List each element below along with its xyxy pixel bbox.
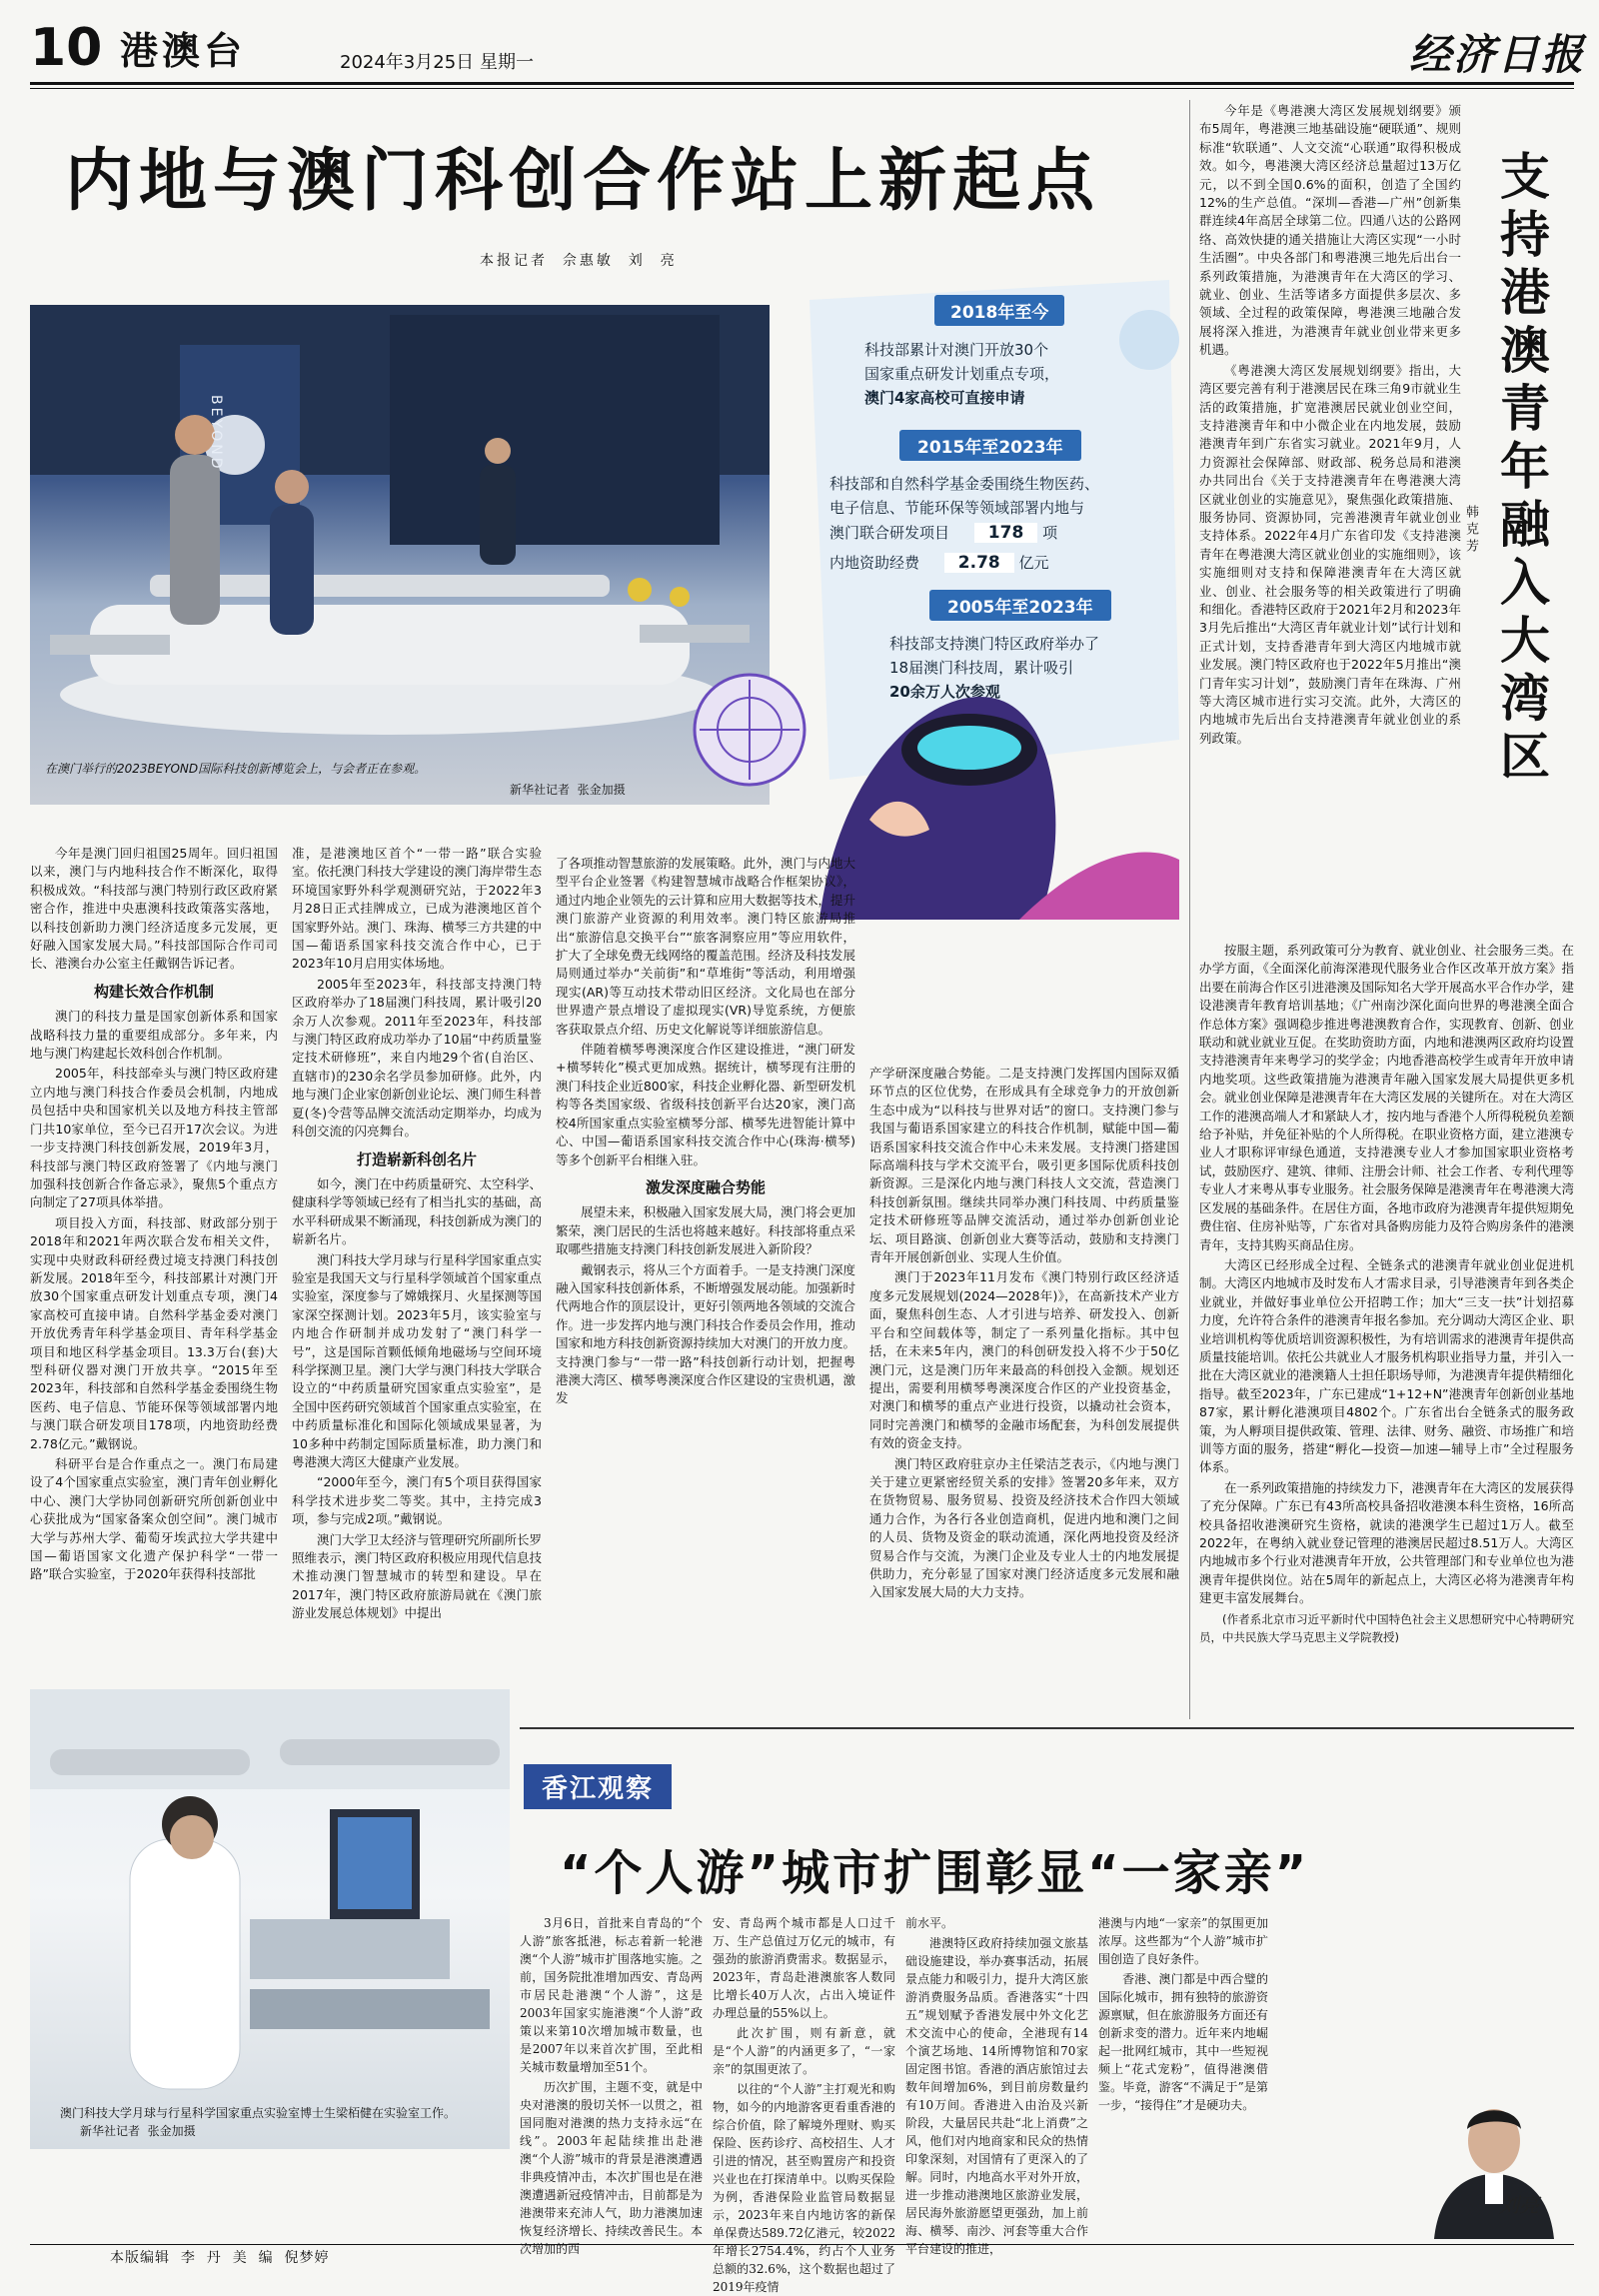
paragraph: 在一系列政策措施的持续发力下，港澳青年在大湾区的发展获得了充分保障。广东已有43所高校具备招收港澳本科生资格，16所高校具备招收港澳研究生资格，就读的港澳学生已超过1万人。截至2022年，在粤纳入就业登记管理的港澳居民超过8.51万人。大湾区内地城市多个行业对港澳青年开放，公共管理部门和专业单位也为港澳青年提供岗位。站在5周年的新起点上，大湾区必将为港澳青年构建更丰富发展舞台。 <box>1199 1479 1575 1606</box>
main-headline: 内地与澳门科创合作站上新起点 <box>65 142 1101 221</box>
infographic-text-1-line: 科技部累计对澳门开放30个 <box>864 341 1049 359</box>
infographic-text-3-line: 科技部支持澳门特区政府举办了 <box>889 635 1100 653</box>
paragraph: 3月6日，首批来自青岛的“个人游”旅客抵港，标志着新一轮港澳“个人游”城市扩围落地实施。之前，国务院批准增加西安、青岛两市居民赴港澳“个人游”，这是2003年国家实施港澳“个人游”政策以来第10次增加城市数量，也是2007年以来首次扩围，至此相关城市数量增加至51个。 <box>520 1916 703 2074</box>
paragraph: 前水平。 <box>905 1916 954 1930</box>
photo2-credit: 新华社记者 张金加摄 <box>80 2124 196 2138</box>
paragraph: 港澳特区政府持续加强文旅基础设施建设，举办赛事活动，拓展景点能力和吸引力，提升大湾区旅游消费服务品质。香港落实“十四五”规划赋予香港发展中外文化艺术交流中心的使命，全港现有14个演艺场地、14所博物馆和70家固定图书馆。香港的酒店旅馆过去数年间增加6%，到目前房数量约有10万间。香港进入由治及兴新阶段，大量居民共赴“北上消费”之风，他们对内地商家和民众的热情印象深刻，对国情有了更深入的了解。同时，内地高水平对外开放，进一步推动港澳地区旅游业发展，居民海外旅游愿望更强劲，加上前海、横琴、南沙、河套等重大合作平台建设的推进， <box>905 1936 1088 2256</box>
stat-2-unit: 亿元 <box>1018 554 1049 572</box>
expo-brand-sign: BEYOND <box>208 395 224 472</box>
photo2-caption <box>60 2104 480 2140</box>
section-title: 港澳台 <box>120 29 247 73</box>
paragraph: 澳门大学卫太经济与管理研究所副所长罗照维表示，澳门特区政府积极应用现代信息技术推动澳门智慧城市的转型和建设。早在2017年，澳门特区政府旅游局就在《澳门旅游业发展总体规划》中提出 <box>292 1531 543 1621</box>
paragraph: 如今，澳门在中药质量研究、太空科学、健康科学等领域已经有了相当扎实的基础，高水平科研成果不断涌现，科技创新成为澳门的崭新名片。 <box>292 1175 543 1247</box>
paragraph: 戴钢表示，将从三个方面着手。一是支持澳门深度融入国家科技创新体系，不断增强发展动能。加强新时代两地合作的顶层设计，更好引领两地各领域的交流合作。进一步发挥内地与澳门科技合作委员会作用，推动国家和地方科技创新资源持续加大对澳门的开放力度。支持澳门参与“一带一路”科技创新行动计划，把握粤港澳大湾区、横琴粤澳深度合作区建设的宝贵机遇，激发 <box>556 1261 856 1406</box>
lab-photo <box>30 1689 510 2149</box>
paragraph: 了各项推动智慧旅游的发展策略。此外，澳门与内地大型平台企业签署《构建智慧城市战略合作框架协议》，通过内地企业领先的云计算和应用大数据等技术，提升澳门旅游产业资源的利用效率。澳门特区旅游局推出“旅游信息交换平台”“旅客洞察应用”等应用软件，扩大了全球免费无线网络的覆盖范围。经济及科技发展局则通过举办“关前街”和“草堆街”等活动，利用增强现实(AR)等互动技术带动旧区经济。文化局也在部分世界遗产景点增设了虚拟现实(VR)导览系统，方便旅客获取景点介绍、历史文化解说等详细旅游信息。 <box>556 856 856 1037</box>
column-headline: “个人游”城市扩围彰显“一家亲” <box>560 1845 1310 1901</box>
article-column-2 <box>292 845 542 1669</box>
paragraph: 按服主题，系列政策可分为教育、就业创业、社会服务三类。在办学方面，《全面深化前海深港现代服务业合作区改革开放方案》指出要在前海合作区引进港澳及国际知名大学开展高水平合作办学，建设港澳青年教育培训基地；《广州南沙深化面向世界的粤港澳全面合作总体方案》强调稳步推进粤港澳教育合作，实现教育、创新、创业联动和就业就业互促。在奖助资助方面，内地和港澳两区政府均设置支持港澳青年来粤学习的奖学金；内地香港高校学生或青年开放申请内地奖项。这些政策措施为港澳青年融入国家发展大局提供更多机会。就业创业保障是港澳青年在大湾区发展的关键所在。对在大湾区工作的港澳高端人才和紧缺人才，按内地与香港个人所得税税负差额给予补贴，并免征补贴的个人所得税。在职业资格方面，建立港澳专业人才职称评审绿色通道，支持港澳专业人才参加国家职业资格考试，鼓励医疗、建筑、律师、注册会计师、社会工作者、专利代理等专业人才来粤从事专业服务。社会服务保障是港澳青年在粤港澳大湾区发展的基础条件。在居住方面，各地市政府为港澳青年提供短期免费住宿、住房补贴等，广东省对具备购房能力及符合购房条件的港澳青年，支持其购买商品住房。 <box>1199 943 1575 1252</box>
infographic-text-1-line: 澳门4家高校可直接申请 <box>864 389 1025 407</box>
column-label <box>524 1764 672 1809</box>
column-col-4 <box>1098 1914 1268 2239</box>
issue-weekday: 星期一 <box>480 52 534 73</box>
columnist-portrait-drawing <box>1419 2079 1569 2239</box>
side-article-author: 韩克芳 <box>1463 505 1478 556</box>
column-label-text: 香江观察 <box>542 1774 655 1804</box>
subheading-name-card: 打造崭新科创名片 <box>356 1149 477 1168</box>
infographic-year-1: 2018年至今 <box>934 295 1064 326</box>
stat-1-label: 澳门联合研发项目 <box>829 524 950 542</box>
paragraph: 澳门科技大学月球与行星科学国家重点实验室是我国天文与行星科学领域首个国家重点实验室，深度参与了嫦娥探月、火星探测等国家深空探测计划。2023年5月，该实验室与内地合作研制并成功发射了“澳门科学一号”，这是国际首颗低倾角地磁场与空间环境科学探测卫星。澳门大学与澳门科技大学联合设立的“中药质量研究国家重点实验室”，是全国中医药研究领域首个国家重点实验室，在中药质量标准化和国际化领域成果显著，为10多种中药制定国际质量标准，助力澳门和粤港澳大湾区大健康产业发展。 <box>292 1251 543 1469</box>
paragraph: 伴随着横琴粤澳深度合作区建设推进，“澳门研发+横琴转化”模式更加成熟。据统计，横琴现有注册的澳门科技企业近800家，科技企业孵化器、新型研发机构等各类国家级、省级科技创新平台达20家，澳门高校4所国家重点实验室横琴分部、横琴先进智能计算中心、中国—葡语系国家科技交流合作中心(珠海·横琴)等多个创新平台相继入驻。 <box>556 1042 855 1167</box>
article-column-3 <box>556 845 855 1664</box>
subheading-mechanism: 构建长效合作机制 <box>93 982 214 1001</box>
infographic-year-3: 2005年至2023年 <box>929 590 1111 621</box>
photo2-caption-text: 澳门科技大学月球与行星科学国家重点实验室博士生梁栢健在实验室工作。 <box>60 2106 457 2120</box>
columnist-portrait <box>1419 2079 1569 2239</box>
infographic-text-3-line: 20余万人次参观 <box>889 683 1000 701</box>
infographic-text-1-line: 国家重点研发计划重点专项， <box>864 365 1060 383</box>
column-col-1 <box>520 1914 703 2256</box>
paragraph: 产学研深度融合势能。二是支持澳门发挥国内国际双循环节点的区位优势，在形成具有全球竞争力的开放创新生态中成为“以科技与世界对话”的窗口。支持澳门参与我国与葡语系国家建立的科技合作机制，赋能中国—葡语系国家科技交流合作中心未来发展。支持澳门搭建国际高端科技与学术交流平台，吸引更多国际优质科技创新资源。三是深化内地与澳门科技人文交流，营造澳门科技创新氛围。继续共同举办澳门科技周、中药质量鉴定技术研修班等品牌交流活动，通过举办创新创业论坛、项目路演、创新创业大赛等活动，鼓励和支持澳门青年开展创新创业、实现人生价值。 <box>869 1066 1179 1265</box>
article-column-4 <box>869 1065 1179 1664</box>
lab-photo-drawing <box>30 1689 510 2149</box>
paragraph: 澳门特区政府驻京办主任梁洁芝表示，《内地与澳门关于建立更紧密经贸关系的安排》签署20多年来，双方在货物贸易、服务贸易、投资及经济技术合作四大领域通力合作，为各行各业创造商机，促进内地和澳门之间的人员、货物及资金的联动流通，深化两地投资及经济贸易合作与交流，为澳门企业及专业人士的内地发展提供助力，充分彰显了国家对澳门经济适度多元发展和融入国家发展大局的大力支持。 <box>869 1455 1179 1600</box>
side-article-bottom <box>1199 942 1574 1716</box>
column-box-top-rule <box>520 1727 1574 1729</box>
column-col-2 <box>713 1914 895 2294</box>
subheading-integration: 激发深度融合势能 <box>645 1177 766 1196</box>
infographic-stat-1 <box>829 522 1129 543</box>
side-article-top <box>1199 102 1461 937</box>
masthead-rule-thin <box>30 88 1574 89</box>
columnist-signature: 刘亮 <box>1499 2193 1539 2217</box>
stat-2-value: 2.78 <box>944 553 1014 573</box>
paper-logo: 经济日报 <box>1409 30 1586 79</box>
paragraph: 2005年至2023年，科技部支持澳门特区政府举办了18届澳门科技周，累计吸引20余万人次参观。2011年至2023年，科技部与澳门特区政府成功举办了10届“中药质量鉴定技术研修班”，来自内地29个省(自治区、直辖市)的230余名学员参加研修。此外，内地与澳门企业家创新创业论坛、澳门师生科普夏(冬)令营等品牌交流活动定期举办，均成为科创交流的闪亮舞台。 <box>292 976 543 1140</box>
infographic-stat-2 <box>829 552 1129 573</box>
infographic-text-1 <box>864 338 1164 410</box>
stat-1-unit: 项 <box>1042 524 1058 542</box>
paragraph: 港澳与内地“一家亲”的氛围更加浓厚。这些都为“个人游”城市扩围创造了良好条件。 <box>1098 1916 1268 1966</box>
stat-2-label: 内地资助经费 <box>829 554 920 572</box>
paragraph: 科研平台是合作重点之一。澳门布局建设了4个国家重点实验室，澳门青年创业孵化中心、澳门大学协同创新研究所创新创业中心获批成为“国家备案众创空间”。澳门城市大学与苏州大学、葡萄牙埃武拉大学共建中国—葡语国家文化遗产保护科学“一带一路”联合实验室，于2020年获得科技部批 <box>30 1456 278 1582</box>
paragraph: 此次扩围，则有新意，就是“个人游”的内涵更多了，“一家亲”的氛围更浓了。 <box>713 2026 895 2076</box>
paragraph: 以往的“个人游”主打观光和购物，如今的内地游客更看重香港的综合价值，除了解境外理财、购买保险、医药诊疗、高校招生、人才引进的情况，甚至购置房产和投资兴业也在打探清单中。以购买保险为例，香港保险业监管局数据显示，2023年来自内地访客的新保单保费达589.72亿港元，较2022年增长2754.4%，约占个人业务总额的32.6%，这个数据也超过了2019年疫情 <box>713 2082 895 2294</box>
paragraph: 澳门于2023年11月发布《澳门特别行政区经济适度多元发展规划(2024—2028年)》，在高新技术产业方面，聚焦科创生态、人才引进与培养、研发投入、创新平台和空间载体等，制定了一系列量化指标。其中包括，在未来5年内，澳门的科创研发投入将不少于50亿澳门元，这是澳门历年来最高的科创投入金额。规划还提出，需要利用横琴粤澳深度合作区的产业投资基金，对澳门和横琴的重点产业进行投资，以撬动社会资本，同时完善澳门和横琴的金融市场配套，为科创发展提供有效的资金支持。 <box>869 1269 1179 1451</box>
page-number: 10 <box>30 18 103 78</box>
paragraph: 展望未来，积极融入国家发展大局，澳门将会更加繁荣，澳门居民的生活也将越来越好。科技部将重点采取哪些措施支持澳门科技创新发展进入新阶段？ <box>556 1204 856 1257</box>
infographic-text-2-line: 电子信息、节能环保等领域部署内地与 <box>829 499 1085 517</box>
paragraph: 项目投入方面，科技部、财政部分别于2018年和2021年两次联合发布相关文件，实现中央财政科研经费过境支持澳门科技创新发展。2018年至今，科技部累计对澳门开放30个国家重点研发计划重点专项，澳门4家高校可直接申请。自然科学基金委对澳门开放优秀青年科学基金项目、青年科学基金项目和地区科学基金项目。13.3万台(套)大型科研仪器对澳门开放共享。“2015年至2023年，科技部和自然科学基金委围绕生物医药、电子信息、节能环保等领域部署内地与澳门联合研发项目178项，内地资助经费2.78亿元。”戴钢说。 <box>30 1214 278 1451</box>
masthead-rule <box>30 82 1574 85</box>
side-article-title: 支持港澳青年融入大湾区 <box>1492 150 1550 788</box>
footer-editor: 本版编辑 李 丹 美 编 倪梦婷 <box>110 2250 330 2266</box>
infographic-text-2-line: 科技部和自然科学基金委围绕生物医药、 <box>829 475 1100 493</box>
paragraph: 历次扩围，主题不变，就是中央对港澳的殷切关怀一以贯之，祖国同胞对港澳的热力支持永远“在线”。2003年起陆续推出赴港澳“个人游”城市的背景是港澳遭遇非典疫情冲击，本次扩围也是在港澳遭遇新冠疫情冲击，目前都是为港澳带来充沛人气，助力港澳加速恢复经济增长、持续改善民生。本次增加的西 <box>520 2080 703 2256</box>
paragraph: 准，是港澳地区首个“一带一路”联合实验室。依托澳门科技大学建设的澳门海岸带生态环境国家野外科学观测研究站，于2022年3月28日正式挂牌成立，已成为港澳地区首个国家野外站。澳门、珠海、横琴三方共建的中国—葡语系国家科技交流合作中心，已于2023年10月启用实体场地。 <box>292 846 543 972</box>
paragraph: 《粤港澳大湾区发展规划纲要》指出，大湾区要完善有利于港澳居民在珠三角9市就业生活的政策措施，扩宽港澳居民就业创业空间，支持港澳青年和中小微企业在内地发展，鼓励港澳青年到广东省实习就业。2021年9月，人力资源社会保障部、财政部、税务总局和港澳办共同出台《关于支持港澳青年在粤港澳大湾区就业创业的实施意见》，聚焦强化政策措施、服务协同、资源协同，完善港澳青年就业创业支持体系。2022年4月广东省印发《支持港澳青年在粤港澳大湾区就业创业的实施细则》，该实施细则对支持和保障港澳青年在大湾区就业、创业、社会服务等的相关政策进行了明确和细化。香港特区政府于2021年2月和2023年3月先后推出“大湾区青年就业计划”试行计划和正式计划，支持香港青年到大湾区内地城市就业发展。澳门特区政府也于2022年5月推出“澳门青年实习计划”，鼓励澳门青年在珠海、广州等大湾区城市进行实习交流。此外，大湾区的内地城市先后出台支持港澳青年就业创业的系列政策。 <box>1199 362 1461 746</box>
infographic-year-2: 2015年至2023年 <box>899 430 1081 461</box>
column-col-3 <box>905 1914 1088 2256</box>
photo1-caption-text: 在澳门举行的2023BEYOND国际科技创新博览会上，与会者正在参观。 <box>45 762 427 776</box>
paragraph: 大湾区已经形成全过程、全链条式的港澳青年就业创业促进机制。大湾区内地城市及时发布人才需求目录，引导港澳青年到各类企业就业，并做好事业单位公开招聘工作；加大“三支一扶”计划招募力度，允许符合条件的港澳青年报名参加。充分调动大湾区企业、职业培训机构等优质培训资源积极性，为有培训需求的港澳青年提供高质量技能培训。依托公共就业人才服务机构职业指导力量，并引入一批在大湾区就业的港澳籍人士担任职场导师，为港澳青年提供精细化指导。截至2023年，广东已建成“1+12+N”港澳青年创新创业基地87家，累计孵化港澳项目4802个。广东省出台全链条式的服务政策，为人孵项目提供政策、管理、法律、财务、融资、市场推广和培训等方面的服务，搭建“孵化—投资—加速—辅导上市”全过程服务体系。 <box>1199 1256 1575 1475</box>
paragraph: 今年是澳门回归祖国25周年。回归祖国以来，澳门与内地科技合作不断深化，取得积极成效。“科技部与澳门特别行政区政府紧密合作，推进中央惠澳科技政策落实落地，以科技创新助力澳门经济适度多元发展，更好融入国家发展大局。”科技部国际合作司司长、港澳台办公室主任戴钢告诉记者。 <box>30 846 278 972</box>
paragraph: 今年是《粤港澳大湾区发展规划纲要》颁布5周年，粤港澳三地基础设施“硬联通”、规则标准“软联通”、人文交流“心联通”取得积极成效。如今，粤港澳大湾区经济总量超过13万亿元，以不到全国0.6%的面积，创造了全国约12%的生产总值。“深圳—香港—广州”创新集群连续4年高居全球第二位。四通八达的公路网络、高效快捷的通关措施让大湾区实现“一小时生活圈”。中央各部门和粤港澳三地先后出台一系列政策措施，为港澳青年在大湾区的学习、就业、创业、生活等诸多方面提供多层次、多领域、全过程的政策保障，粤港澳三地融合发展将深入推进，为港澳青年就业创业带来更多机遇。 <box>1199 103 1461 358</box>
paragraph: 香港、澳门都是中西合璧的国际化城市，拥有独特的旅游资源禀赋，但在旅游服务方面还有创新求变的潜力。近年来内地崛起一批网红城市，其中一些短视频上“花式宠粉”，值得港澳借鉴。毕竟，游客“不满足于”是第一步，“接得住”才是硬功夫。 <box>1098 1972 1268 2112</box>
byline: 本报记者 佘惠敏 刘 亮 <box>480 253 678 269</box>
paragraph: 2005年，科技部牵头与澳门特区政府建立内地与澳门科技合作委员会机制，内地成员包括中央和国家机关以及地方科技主管部门共10家单位，至今已召开17次会议。为进一步支持澳门科技创新发展，2019年3月，科技部与澳门特区政府签署了《内地与澳门加强科技创新合作备忘录》，聚焦5个重点方向制定了27项具体举措。 <box>30 1066 278 1210</box>
paragraph: “2000年至今，澳门有5个项目获得国家科学技术进步奖二等奖。其中，主持完成3项，参与完成2项。”戴钢说。 <box>292 1474 542 1527</box>
photo1-credit: 新华社记者 张金加摄 <box>510 783 626 797</box>
author-note: (作者系北京市习近平新时代中国特色社会主义思想研究中心特聘研究员，中共民族大学马克思主义学院教授) <box>1199 1611 1574 1645</box>
footer-rule <box>30 2244 1574 2245</box>
paragraph: 澳门的科技力量是国家创新体系和国家战略科技力量的重要组成部分。多年来，内地与澳门构建起长效科创合作机制。 <box>30 1009 278 1062</box>
side-divider <box>1189 100 1190 1719</box>
stat-1-value: 178 <box>974 523 1038 543</box>
infographic-text-2 <box>829 472 1169 520</box>
infographic-text-3-line: 18届澳门科技周，累计吸引 <box>889 659 1074 677</box>
issue-date: 2024年3月25日 <box>340 52 475 73</box>
paragraph: 安、青岛两个城市都是人口过千万、生产总值过万亿元的城市，有强劲的旅游消费需求。数据显示，2023年，青岛赴港澳旅客人数同比增长40万人次，占出入境证件办理总量的55%以上。 <box>713 1916 895 2020</box>
